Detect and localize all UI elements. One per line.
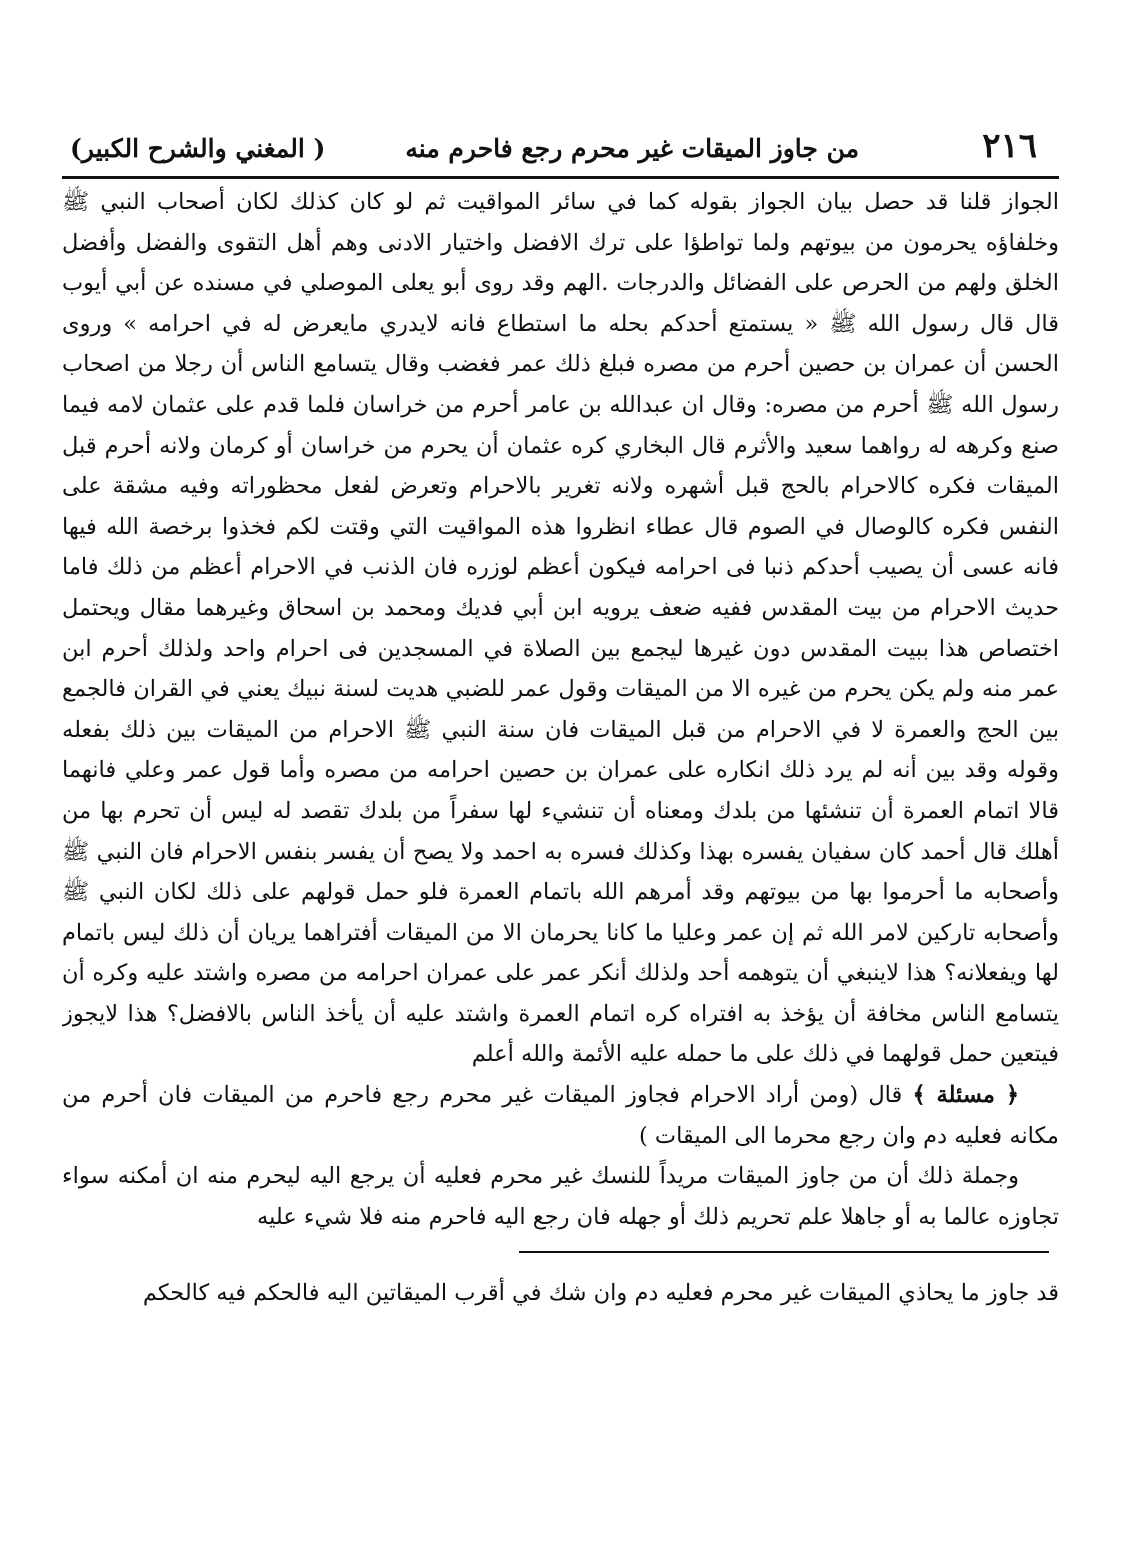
- masala-text: قال (ومن أراد الاحرام فجاوز الميقات غير محرم رجع فاحرم من الميقات فان أحرم من مكانه فعليه دم وان رجع محرما الى الميقات ): [62, 1082, 1059, 1149]
- header-title: من جاوز الميقات غير محرم رجع فاحرم منه: [405, 134, 859, 163]
- footnote-rule: [519, 1251, 1049, 1253]
- paragraph-1: الجواز قلنا قد حصل بيان الجواز بقوله كما في سائر المواقيت ثم لو كان كذلك لكان أصحاب النبي ﷺ وخلفاؤه يحرمون من بيوتهم ولما تواطؤا على ترك الافضل واختيار الادنى وهم أهل التقوى والفضل وأفضل الخلق ولهم من الحرص على الفضائل والدرجات .الهم وقد روى أبو يعلى الموصلي في مسنده عن أبي أيوب قال قال رسول الله ﷺ « يستمتع أحدكم بحله ما استطاع فانه لايدري مايعرض له في احرامه » وروى الحسن أن عمران بن حصين أحرم من مصره فبلغ ذلك عمر فغضب وقال يتسامع الناس أن رجلا من اصحاب رسول الله ﷺ أحرم من مصره: وقال ان عبدالله بن عامر أحرم من خراسان فلما قدم على عثمان لامه فيما صنع وكرهه له رواهما سعيد والأثرم قال البخاري كره عثمان أن يحرم من خراسان أو كرمان ولانه أحرم قبل الميقات فكره كالاحرام بالحج قبل أشهره ولانه تغرير بالاحرام وتعرض لفعل محظوراته وفيه مشقة على النفس فكره كالوصال في الصوم قال عطاء انظروا هذه المواقيت التي وقتت لكم فخذوا برخصة الله فيها فانه عسى أن يصيب أحدكم ذنبا فى احرامه فيكون أعظم لوزره فان الذنب في الاحرام أعظم من ذلك فاما حديث الاحرام من بيت المقدس ففيه ضعف يرويه ابن أبي فديك ومحمد بن اسحاق وغيرهما مقال ويحتمل اختصاص هذا ببيت المقدس دون غيرها ليجمع بين الصلاة في المسجدين فى احرام واحد ولذلك أحرم ابن عمر منه ولم يكن يحرم من غيره الا من الميقات وقول عمر للضبي هديت لسنة نبيك يعني في القران فالجمع بين الحج والعمرة لا في الاحرام من قبل الميقات فان سنة النبي ﷺ الاحرام من الميقات بين ذلك بفعله وقوله وقد بين أنه لم يرد ذلك انكاره على عمران بن حصين احرامه من مصره وأما قول عمر وعلي فانهما قالا اتمام العمرة أن تنشئها من بلدك ومعناه أن تنشيء لها سفراً من بلدك تقصد له ليس أن تحرم بها من أهلك قال أحمد كان سفيان يفسره بهذا وكذلك فسره به احمد ولا يصح أن يفسر بنفس الاحرام فان النبي ﷺ وأصحابه ما أحرموا بها من بيوتهم وقد أمرهم الله باتمام العمرة فلو حمل قولهم على ذلك لكان النبي ﷺ وأصحابه تاركين لامر الله ثم إن عمر وعليا ما كانا يحرمان الا من الميقات أفتراهما يريان أن ذلك ليس باتمام لها ويفعلانه؟ هذا لاينبغي أن يتوهمه أحد ولذلك أنكر عمر على عمران احرامه من مصره واشتد عليه وكره أن يتسامع الناس مخافة أن يؤخذ به افتراه كره اتمام العمرة واشتد عليه أن يأخذ الناس بالافضل؟ هذا لايجوز فيتعين حمل قولهما في ذلك على ما حمله عليه الأئمة والله أعلم: [62, 189, 1059, 1068]
- paragraph-3: وجملة ذلك أن من جاوز الميقات مريداً للنسك غير محرم فعليه أن يرجع اليه ليحرم منه ان أمكنه سواء تجاوزه عالما به أو جاهلا علم تحريم ذلك أو جهله فان رجع اليه فاحرم منه فلا شيء عليه: [62, 1163, 1059, 1230]
- header-book-title: ( المغني والشرح الكبير): [70, 134, 326, 163]
- footnote: قد جاوز ما يحاذي الميقات غير محرم فعليه دم وان شك في أقرب الميقاتين اليه فالحكم فيه كالحكم: [142, 1280, 1059, 1307]
- page-number: ٢١٦: [982, 126, 1037, 166]
- masala-label: ﴿ مسئلة ﴾: [912, 1082, 1019, 1109]
- running-header: [62, 118, 1059, 174]
- header-rule: [62, 176, 1059, 179]
- main-text: [62, 182, 1059, 1237]
- masala-paragraph: [62, 1075, 1059, 1156]
